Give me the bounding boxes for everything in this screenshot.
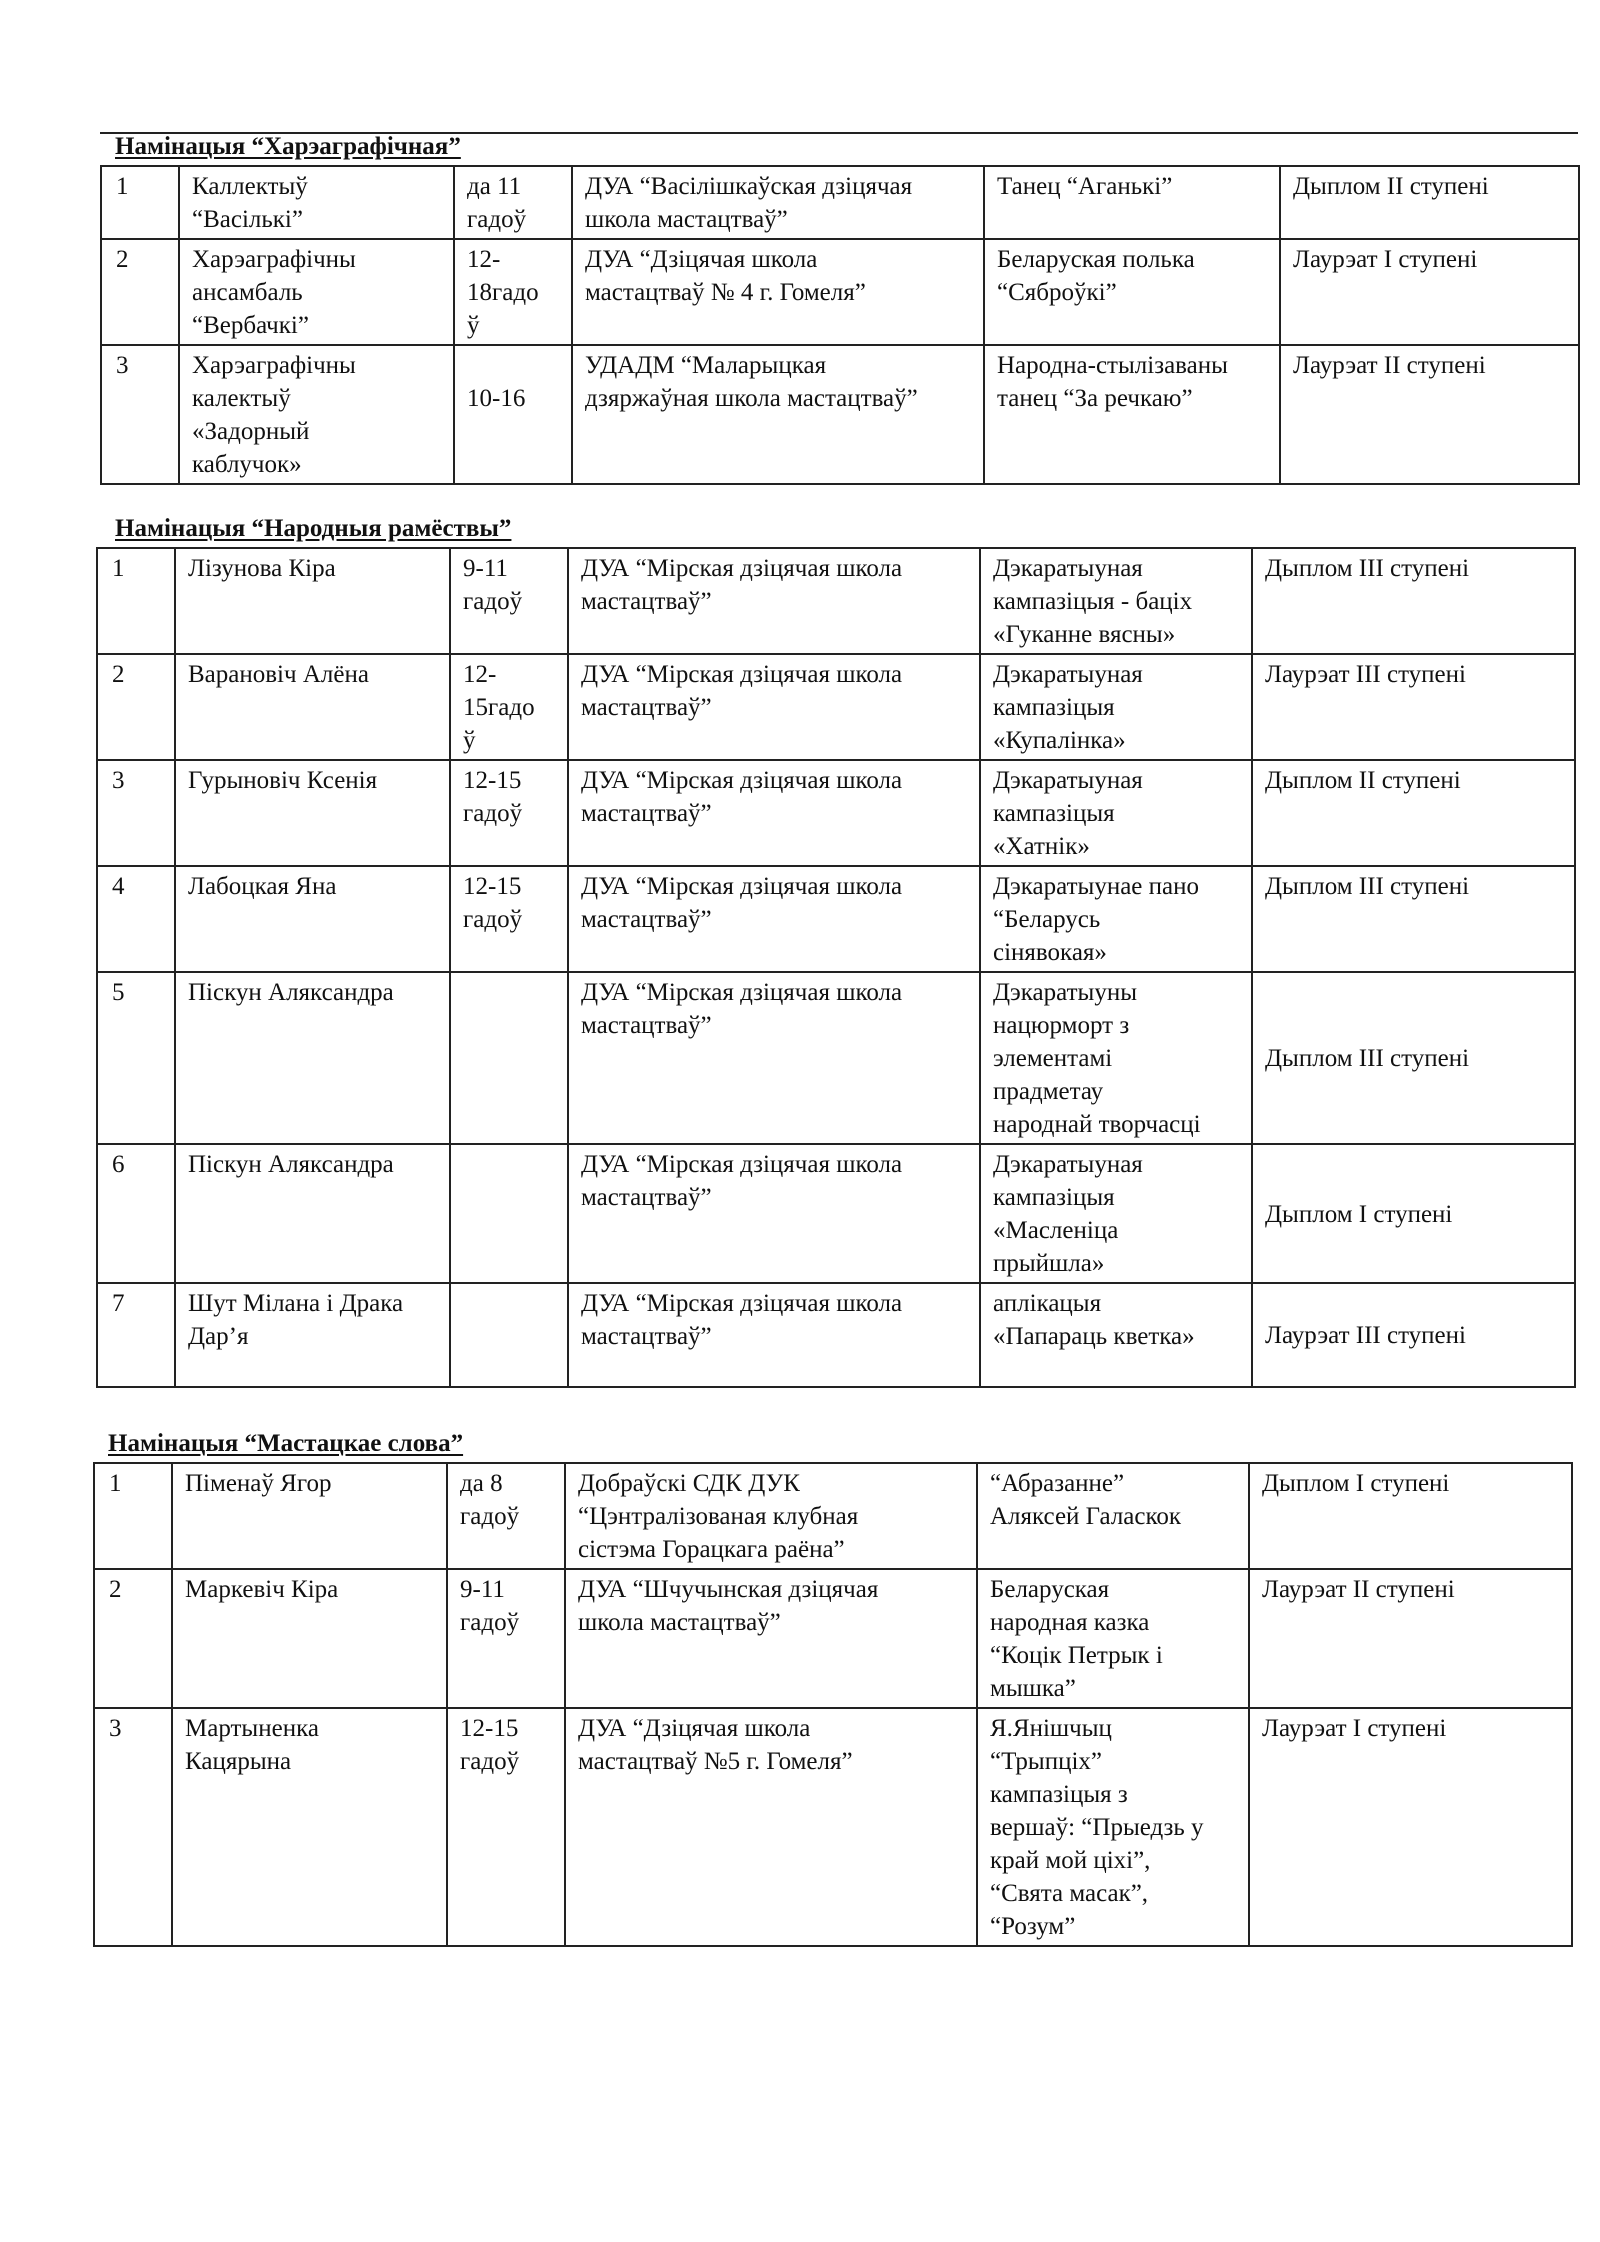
participant-name-cell: Піскун Аляксандра bbox=[175, 972, 450, 1144]
work-title-cell: Беларуская народная казка “Коцік Петрык і мышка” bbox=[977, 1569, 1249, 1708]
participant-name-cell: Лізунова Кіра bbox=[175, 548, 450, 654]
table-row bbox=[97, 1144, 1575, 1283]
award-cell: Лаурэат І ступені bbox=[1249, 1708, 1572, 1946]
institution-cell: ДУА “Мірская дзіцячая школа мастацтваў” bbox=[568, 866, 980, 972]
row-number-cell: 2 bbox=[97, 654, 175, 760]
table-row bbox=[101, 239, 1579, 345]
work-title-cell: Дэкаратыуны нацюрморт з элементамі прадметау народнай творчасці bbox=[980, 972, 1252, 1144]
row-number-cell: 6 bbox=[97, 1144, 175, 1283]
award-cell: Дыплом ІІІ ступені bbox=[1252, 548, 1575, 654]
table-row bbox=[97, 1283, 1575, 1387]
award-cell: Лаурэат ІІІ ступені bbox=[1252, 1283, 1575, 1387]
age-group-cell: 10-16 bbox=[454, 345, 572, 484]
work-title-cell: Дэкаратыуная кампазіцыя «Хатнік» bbox=[980, 760, 1252, 866]
age-group-cell: 9-11 гадоў bbox=[450, 548, 568, 654]
table-body bbox=[94, 1463, 1572, 1946]
age-group-cell: 12- 15гадо ў bbox=[450, 654, 568, 760]
participant-name-cell: Харэаграфічны калектыў «Задорный каблучок» bbox=[179, 345, 454, 484]
results-table bbox=[96, 547, 1576, 1388]
institution-cell: ДУА “Мірская дзіцячая школа мастацтваў” bbox=[568, 760, 980, 866]
results-table bbox=[93, 1462, 1573, 1947]
row-number-cell: 5 bbox=[97, 972, 175, 1144]
award-cell: Дыплом І ступені bbox=[1252, 1144, 1575, 1283]
table-row bbox=[94, 1569, 1572, 1708]
row-number-cell: 3 bbox=[101, 345, 179, 484]
table-row bbox=[97, 866, 1575, 972]
participant-name-cell: Піскун Аляксандра bbox=[175, 1144, 450, 1283]
participant-name-cell: Маркевіч Кіра bbox=[172, 1569, 447, 1708]
row-number-cell: 7 bbox=[97, 1283, 175, 1387]
institution-cell: Добраўскі СДК ДУК “Цэнтралізованая клубная сістэма Горацкага раёна” bbox=[565, 1463, 977, 1569]
age-group-cell bbox=[450, 1283, 568, 1387]
institution-cell: ДУА “Дзіцячая школа мастацтваў №5 г. Гомеля” bbox=[565, 1708, 977, 1946]
institution-cell: УДАДМ “Маларыцкая дзяржаўная школа мастацтваў” bbox=[572, 345, 984, 484]
award-cell: Лаурэат ІІІ ступені bbox=[1252, 654, 1575, 760]
award-cell: Лаурэат ІІ ступені bbox=[1249, 1569, 1572, 1708]
institution-cell: ДУА “Мірская дзіцячая школа мастацтваў” bbox=[568, 1283, 980, 1387]
row-number-cell: 1 bbox=[97, 548, 175, 654]
results-table bbox=[100, 165, 1580, 485]
age-group-cell: да 11 гадоў bbox=[454, 166, 572, 239]
work-title-cell: Танец “Аганькі” bbox=[984, 166, 1280, 239]
row-number-cell: 2 bbox=[94, 1569, 172, 1708]
table-row bbox=[97, 548, 1575, 654]
age-group-cell: да 8 гадоў bbox=[447, 1463, 565, 1569]
age-group-cell: 12-15 гадоў bbox=[450, 760, 568, 866]
age-group-cell: 9-11 гадоў bbox=[447, 1569, 565, 1708]
section-title: Намінацыя “Мастацкае слова” bbox=[108, 1430, 464, 1457]
award-cell: Дыплом ІІІ ступені bbox=[1252, 972, 1575, 1144]
work-title-cell: Дэкаратыуная кампазіцыя «Купалінка» bbox=[980, 654, 1252, 760]
table-row bbox=[101, 345, 1579, 484]
table-row bbox=[94, 1463, 1572, 1569]
work-title-cell: Я.Янішчыц “Трыпціх” кампазіцыя з вершаў: “Прыедзь у край мой ціхі”, “Свята масак”, “Розум” bbox=[977, 1708, 1249, 1946]
row-number-cell: 1 bbox=[94, 1463, 172, 1569]
age-group-cell: 12-15 гадоў bbox=[447, 1708, 565, 1946]
participant-name-cell: Шут Мілана і Драка Дар’я bbox=[175, 1283, 450, 1387]
table-row bbox=[97, 654, 1575, 760]
work-title-cell: аплікацыя «Папараць кветка» bbox=[980, 1283, 1252, 1387]
participant-name-cell: Гурыновіч Ксенія bbox=[175, 760, 450, 866]
award-cell: Лаурэат І ступені bbox=[1280, 239, 1579, 345]
award-cell: Дыплом ІІ ступені bbox=[1252, 760, 1575, 866]
institution-cell: ДУА “Мірская дзіцячая школа мастацтваў” bbox=[568, 548, 980, 654]
institution-cell: ДУА “Мірская дзіцячая школа мастацтваў” bbox=[568, 1144, 980, 1283]
age-group-cell: 12- 18гадо ў bbox=[454, 239, 572, 345]
row-number-cell: 3 bbox=[94, 1708, 172, 1946]
institution-cell: ДУА “Мірская дзіцячая школа мастацтваў” bbox=[568, 972, 980, 1144]
participant-name-cell: Варановіч Алёна bbox=[175, 654, 450, 760]
work-title-cell: Народна-стылізаваны танец “За речкаю” bbox=[984, 345, 1280, 484]
work-title-cell: Дэкаратыуная кампазіцыя - баціх «Гуканне вясны» bbox=[980, 548, 1252, 654]
participant-name-cell: Лабоцкая Яна bbox=[175, 866, 450, 972]
row-number-cell: 1 bbox=[101, 166, 179, 239]
participant-name-cell: Харэаграфічны ансамбаль “Вербачкі” bbox=[179, 239, 454, 345]
participant-name-cell: Каллектыў “Васількі” bbox=[179, 166, 454, 239]
row-number-cell: 2 bbox=[101, 239, 179, 345]
age-group-cell: 12-15 гадоў bbox=[450, 866, 568, 972]
table-row bbox=[94, 1708, 1572, 1946]
table-row bbox=[101, 166, 1579, 239]
table-row bbox=[97, 972, 1575, 1144]
participant-name-cell: Піменаў Ягор bbox=[172, 1463, 447, 1569]
work-title-cell: Дэкаратыунае пано “Беларусь сінявокая» bbox=[980, 866, 1252, 972]
table-body bbox=[97, 548, 1575, 1387]
row-number-cell: 4 bbox=[97, 866, 175, 972]
institution-cell: ДУА “Мірская дзіцячая школа мастацтваў” bbox=[568, 654, 980, 760]
work-title-cell: Беларуская полька “Сяброўкі” bbox=[984, 239, 1280, 345]
row-number-cell: 3 bbox=[97, 760, 175, 866]
work-title-cell: “Абразанне” Аляксей Галаскок bbox=[977, 1463, 1249, 1569]
work-title-cell: Дэкаратыуная кампазіцыя «Масленіца прыйшла» bbox=[980, 1144, 1252, 1283]
table-body bbox=[101, 166, 1579, 484]
age-group-cell bbox=[450, 972, 568, 1144]
award-cell: Дыплом І ступені bbox=[1249, 1463, 1572, 1569]
institution-cell: ДУА “Дзіцячая школа мастацтваў № 4 г. Гомеля” bbox=[572, 239, 984, 345]
age-group-cell bbox=[450, 1144, 568, 1283]
award-cell: Лаурэат ІІ ступені bbox=[1280, 345, 1579, 484]
section-title: Намінацыя “Народныя рамёствы” bbox=[115, 515, 512, 542]
institution-cell: ДУА “Шчучынская дзіцячая школа мастацтваў” bbox=[565, 1569, 977, 1708]
award-cell: Дыплом ІІІ ступені bbox=[1252, 866, 1575, 972]
institution-cell: ДУА “Васілішкаўская дзіцячая школа мастацтваў” bbox=[572, 166, 984, 239]
award-cell: Дыплом ІІ ступені bbox=[1280, 166, 1579, 239]
table-row bbox=[97, 760, 1575, 866]
participant-name-cell: Мартыненка Кацярына bbox=[172, 1708, 447, 1946]
section-title: Намінацыя “Харэаграфічная” bbox=[115, 133, 461, 160]
